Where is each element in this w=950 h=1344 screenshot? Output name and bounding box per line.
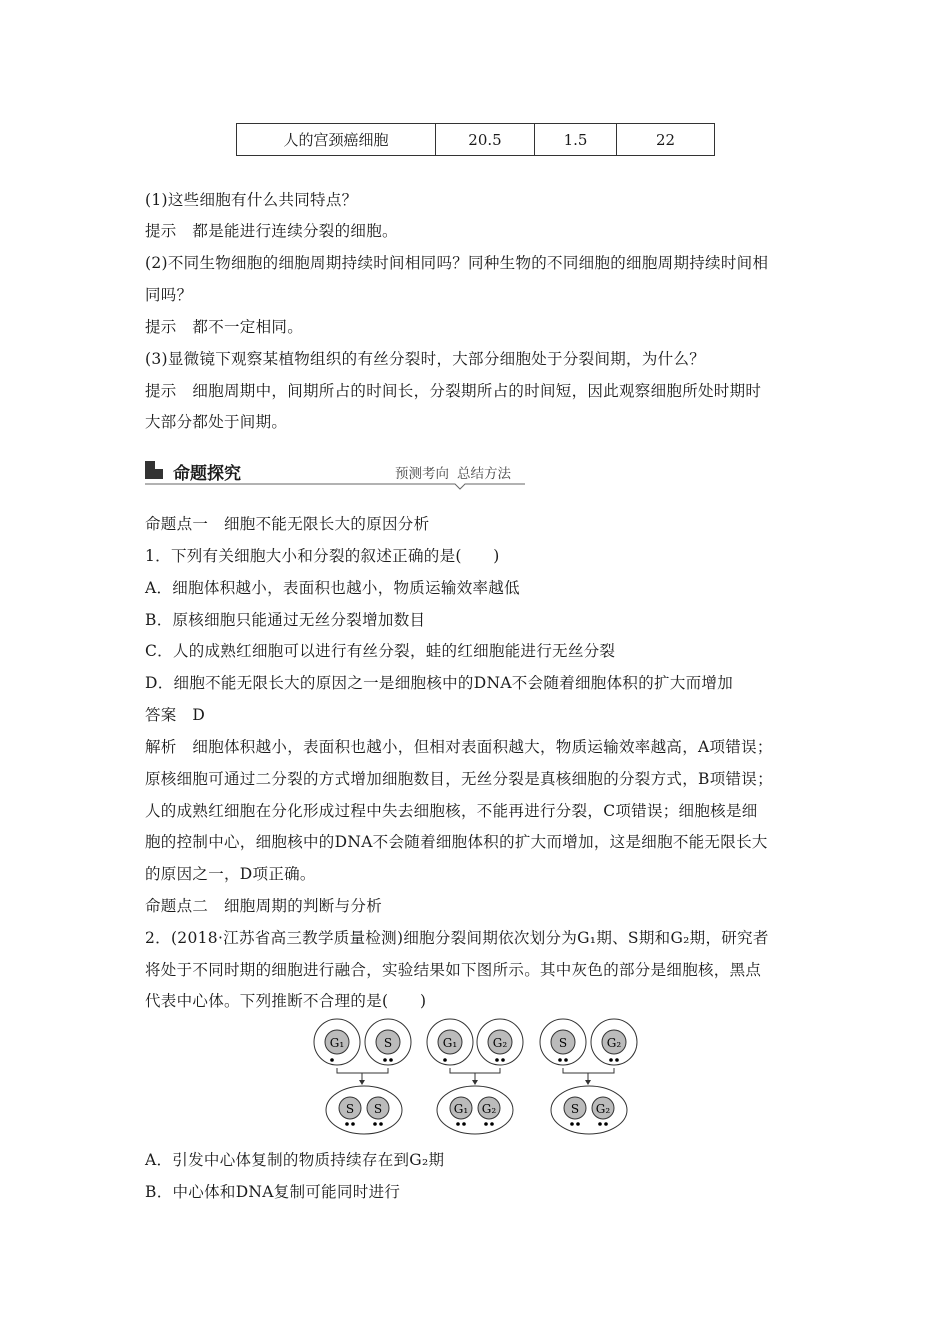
phase-label: S [558, 1036, 568, 1050]
topic-heading: 命题点二 细胞周期的判断与分析 [145, 897, 383, 915]
question-line: 将处于不同时期的细胞进行融合，实验结果如下图所示。其中灰色的部分是细胞核，黑点 [145, 961, 762, 979]
hint-line: 提示 都是能进行连续分裂的细胞。 [145, 222, 398, 240]
cell-fusion-diagram [300, 1015, 650, 1140]
hint-line: 大部分都处于间期。 [145, 413, 288, 431]
fusion-group-2 [427, 1019, 523, 1134]
question-line: 代表中心体。下列推断不合理的是( ) [145, 992, 427, 1010]
option-line: C．人的成熟红细胞可以进行有丝分裂，蛙的红细胞能进行无丝分裂 [145, 642, 616, 660]
hint-line: 提示 都不一定相同。 [145, 318, 304, 336]
question-line: (1)这些细胞有什么共同特点？ [145, 191, 358, 209]
section-title: 命题探究 [173, 464, 241, 484]
answer-line: 答案 D [145, 706, 206, 724]
analysis-line: 人的成熟红细胞在分化形成过程中失去细胞核，不能再进行分裂，C项错误；细胞核是细 [145, 802, 758, 820]
phase-label: G₂ [481, 1102, 497, 1116]
option-line: B．原核细胞只能通过无丝分裂增加数目 [145, 611, 426, 629]
fusion-group-3 [540, 1019, 637, 1134]
fusion-group-1 [314, 1019, 411, 1134]
phase-label: S [570, 1102, 580, 1116]
phase-label: G₁ [329, 1036, 345, 1050]
question-line: 1．下列有关细胞大小和分裂的叙述正确的是( ) [145, 547, 500, 565]
table-cell: 22 [617, 124, 715, 156]
phase-label: G₂ [606, 1036, 622, 1050]
analysis-line: 胞的控制中心，细胞核中的DNA不会随着细胞体积的扩大而增加，这是细胞不能无限长大 [145, 833, 768, 851]
option-line: A．细胞体积越小，表面积也越小，物质运输效率越低 [145, 579, 520, 597]
table-row [237, 124, 715, 156]
table-cell: 20.5 [436, 124, 535, 156]
analysis-line: 的原因之一，D项正确。 [145, 865, 316, 883]
hint-line: 提示 细胞周期中，间期所占的时间长，分裂期所占的时间短，因此观察细胞所处时期时 [145, 382, 762, 400]
phase-label: S [345, 1102, 355, 1116]
section-sub-2: 总结方法 [457, 466, 511, 482]
option-line: B．中心体和DNA复制可能同时进行 [145, 1183, 401, 1201]
data-table [236, 123, 715, 156]
section-subtitle [395, 462, 519, 482]
table-cell: 人的宫颈癌细胞 [237, 124, 436, 156]
phase-label: S [373, 1102, 383, 1116]
phase-label: G₁ [442, 1036, 458, 1050]
phase-label: G₁ [453, 1102, 469, 1116]
question-line: 2．(2018·江苏省高三教学质量检测)细胞分裂间期依次划分为G₁期、S期和G₂期，研究者 [145, 929, 769, 947]
analysis-line: 解析 细胞体积越小，表面积也越小，但相对表面积越大，物质运输效率越高，A项错误； [145, 738, 773, 756]
option-line: D．细胞不能无限长大的原因之一是细胞核中的DNA不会随着细胞体积的扩大而增加 [145, 674, 734, 692]
option-line: A．引发中心体复制的物质持续存在到G₂期 [145, 1151, 445, 1169]
question-line: (3)显微镜下观察某植物组织的有丝分裂时，大部分细胞处于分裂间期，为什么？ [145, 350, 706, 368]
phase-label: G₂ [492, 1036, 508, 1050]
question-line: (2)不同生物细胞的细胞周期持续时间相同吗？同种生物的不同细胞的细胞周期持续时间相 [145, 254, 769, 272]
topic-heading: 命题点一 细胞不能无限长大的原因分析 [145, 515, 430, 533]
section-sub-1: 预测考向 [395, 466, 449, 482]
phase-label: G₂ [595, 1102, 611, 1116]
phase-label: S [383, 1036, 393, 1050]
analysis-line: 原核细胞可通过二分裂的方式增加细胞数目，无丝分裂是真核细胞的分裂方式，B项错误； [145, 770, 773, 788]
table-cell: 1.5 [535, 124, 617, 156]
question-line: 同吗？ [145, 286, 193, 304]
section-banner [145, 455, 525, 491]
